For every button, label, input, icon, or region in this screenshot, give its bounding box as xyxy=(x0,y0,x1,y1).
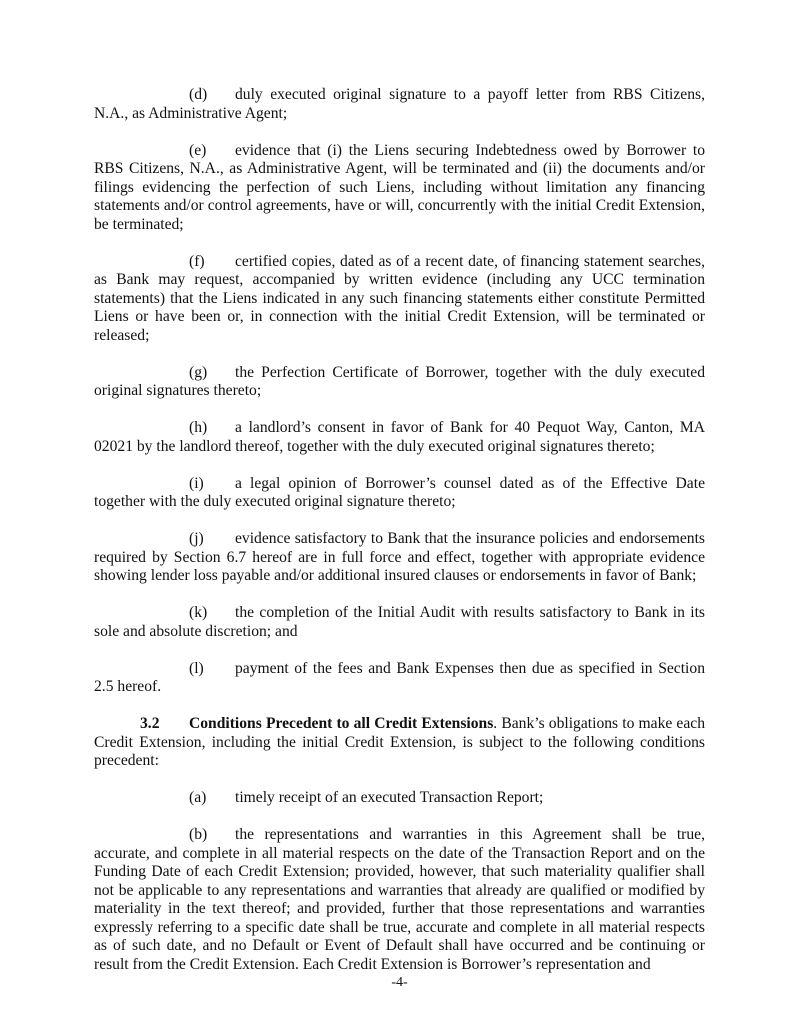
sub-item-b xyxy=(94,826,705,974)
item-l xyxy=(94,660,705,697)
item-text: evidence satisfactory to Bank that the insurance policies and endorsements required by Section 6.7 hereof are in full force and effect, together with appropriate evidence showing lender loss payable and/or additional insured clauses or endorsements in favor of Bank; xyxy=(94,530,705,584)
item-label: (f) xyxy=(189,252,205,270)
sub-item-a xyxy=(94,789,705,808)
item-label: (k) xyxy=(189,604,208,621)
item-j xyxy=(94,530,705,586)
item-text: the Perfection Certificate of Borrower, together with the duly executed original signatures thereto; xyxy=(94,363,705,399)
item-text: evidence that (i) the Liens securing Indebtedness owed by Borrower to RBS Citizens, N.A., as Administrative Agent, will be terminated and (ii) the documents and/or filings evidencing the perfection of such Liens, including without limitation any financing statements and/or control agreements, have or will, concurrently with the initial Credit Extension, be terminated; xyxy=(94,141,705,233)
item-label: (a) xyxy=(189,789,207,806)
item-label: (g) xyxy=(189,363,208,381)
item-text: duly executed original signature to a payoff letter from RBS Citizens, N.A., as Administrative Agent; xyxy=(94,86,705,122)
item-f xyxy=(94,253,705,346)
item-text: the representations and warranties in this Agreement shall be true, accurate, and complete in all material respects on the date of the Transaction Report and on the Funding Date of each Credit Extension; provided, however, that such materiality qualifier shall not be applicable to any representations and warranties that already are qualified or modified by materiality in the text thereof; and provided, further that those representations and warranties expressly referring to a specific date shall be true, accurate and complete in all material respects as of such date, and no Default or Event of Default shall have occurred and be continuing or result from the Credit Extension. Each Credit Extension is Borrower’s representation and xyxy=(94,826,705,973)
item-e xyxy=(94,142,705,235)
item-label: (e) xyxy=(189,141,207,159)
document-page xyxy=(94,86,705,993)
section-intro: . Bank’s obligations to make each Credit Extension, including the initial Credit Extension, is subject to the following conditions precedent: xyxy=(94,715,705,769)
item-text: timely receipt of an executed Transaction Report; xyxy=(235,789,544,806)
item-h xyxy=(94,419,705,456)
item-label: (l) xyxy=(189,659,204,677)
page-number: -4- xyxy=(391,975,408,990)
item-d xyxy=(94,86,705,123)
item-text: a legal opinion of Borrower’s counsel dated as of the Effective Date together with the duly executed original signature thereto; xyxy=(94,474,705,510)
item-label: (d) xyxy=(189,86,208,103)
item-label: (j) xyxy=(189,530,204,547)
item-text: the completion of the Initial Audit with results satisfactory to Bank in its sole and absolute discretion; and xyxy=(94,604,705,640)
section-3-2 xyxy=(94,715,705,771)
section-number: 3.2 xyxy=(140,715,160,732)
item-label: (i) xyxy=(189,474,204,492)
item-text: payment of the fees and Bank Expenses then due as specified in Section 2.5 hereof. xyxy=(94,659,705,695)
section-title: Conditions Precedent to all Credit Extensions xyxy=(189,715,494,732)
item-k xyxy=(94,604,705,641)
item-text: certified copies, dated as of a recent date, of financing statement searches, as Bank may request, accompanied by written evidence (including any UCC termination statements) that the Liens indicated in any such financing statements either constitute Permitted Liens or have been or, in connection with the initial Credit Extension, will be terminated or released; xyxy=(94,252,705,344)
item-g xyxy=(94,364,705,401)
item-label: (b) xyxy=(189,826,208,843)
item-label: (h) xyxy=(189,419,208,436)
item-text: a landlord’s consent in favor of Bank for 40 Pequot Way, Canton, MA 02021 by the landlord thereof, together with the duly executed original signatures thereto; xyxy=(94,419,705,455)
item-i xyxy=(94,475,705,512)
